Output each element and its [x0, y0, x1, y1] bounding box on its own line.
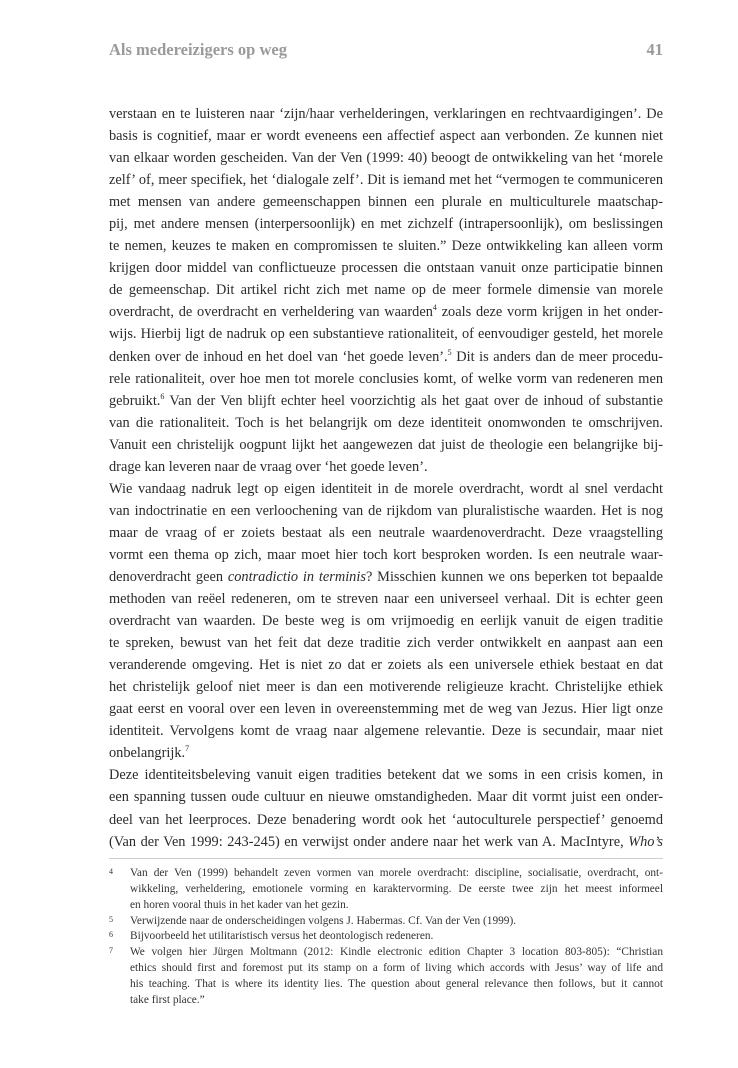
text-line: maar de vraag of er zoiets bestaat als een neutrale waardenoverdracht. Deze vraagstelling — [109, 524, 663, 541]
footnote-number: 6 — [109, 930, 113, 940]
footnote-number: 4 — [109, 867, 113, 876]
text-segment: gebruikt. — [109, 392, 161, 409]
text-line: pij, met andere mensen (interpersoonlijk) en met zichzelf (intrapersoonlijk), om beslissingen — [109, 216, 663, 233]
text-line: gaat eerst en vooral over een leven in overeenstemming met de weg van Jezus. Hier ligt onze — [109, 701, 663, 718]
text-line: van die rationaliteit. Toch is het belangrijk om deze identiteit onomwonden te omschrijven. — [109, 414, 663, 431]
text-segment: denoverdracht geen — [109, 568, 228, 585]
footnote-line: We volgen hier Jürgen Moltmann (2012: Kindle electronic edition Chapter 3 location 803-805): “Christian — [130, 946, 663, 959]
footnote-line: Verwijzende naar de onderscheidingen volgens J. Habermas. Cf. Van der Ven (1999). — [130, 914, 517, 927]
footnote-line: Bijvoorbeeld het utilitaristisch versus het deontologisch redeneren. — [130, 930, 434, 943]
footnote-line: ethics should first and foremost put its stamp on a form of living which accords with Jesus’ way of life and — [130, 962, 663, 975]
text-segment: denken over de inhoud en het doel van ‘het goede leven’. — [109, 348, 448, 365]
footnote-line: take first place.” — [130, 993, 205, 1006]
text-segment: ? Misschien kunnen we ons beperken tot bepaalde — [365, 568, 663, 585]
text-line — [109, 301, 663, 323]
italic-phrase: contradictio in terminis — [227, 568, 366, 585]
text-line: van indoctrinatie en een verloochening van de rijkdom van pluralistische waarden. Het is nog — [109, 502, 663, 519]
page-number: 41 — [646, 40, 663, 59]
text-line: verstaan en te luisteren naar ‘zijn/haar verhelderingen, verklaringen en rechtvaardigingen’. De — [109, 106, 663, 122]
text-line: te nemen, keuzes te maken en compromissen te sluiten.” Deze ontwikkeling kan alleen vorm — [109, 238, 663, 255]
text-line: het christelijk geloof niet meer is dan een motiverende religieuze kracht. Christelijke ethiek — [109, 679, 663, 696]
paragraph-1 — [109, 103, 663, 478]
text-line: te spreken, bewust van het feit dat deze traditie zich verder ontwikkelt en aanpast aan een — [109, 635, 663, 652]
footnote-ref-4[interactable]: 4 — [432, 303, 437, 313]
text-line: overdracht van waarden. De beste weg is om vrijmoedig en eerlijk vanuit de eigen traditie — [109, 613, 663, 630]
text-line: veranderende omgeving. Het is niet zo dat er zoiets als een universele ethiek bestaat en dat — [109, 657, 663, 674]
text-segment: onbelangrijk. — [109, 745, 186, 762]
footnote-divider — [109, 858, 663, 859]
text-line: drage kan leveren naar de vraag over ‘het goede leven’. — [109, 458, 428, 475]
running-title: Als medereizigers op weg — [109, 40, 287, 59]
paragraph-2 — [109, 478, 663, 765]
text-line: krijgen door middel van conflictueuze processen die ontstaan vanuit onze participatie binnen — [109, 260, 663, 277]
text-segment: Van der Ven blijft echter heel voorzichtig als het gaat over de inhoud of substantie — [164, 392, 663, 409]
text-segment: zoals deze vorm krijgen in het onder- — [436, 304, 663, 321]
footnote-line: wikkeling, verheldering, emotionele vorming en karaktervorming. De eerste twee zijn het meest informeel — [130, 882, 663, 895]
paragraph-3 — [109, 764, 663, 852]
footnote-4 — [109, 866, 663, 914]
footnote-number: 5 — [109, 914, 113, 924]
text-line — [109, 346, 663, 368]
text-line: Wie vandaag nadruk legt op eigen identiteit in de morele overdracht, wordt al snel verdacht — [109, 480, 663, 497]
text-line: wijs. Hierbij ligt de nadruk op een substantieve rationaliteit, of eenvoudiger gesteld, het morele — [109, 326, 663, 343]
text-line: met mensen van andere gemeenschappen binnen een plurale en multiculturele maatschap- — [109, 194, 663, 211]
text-line: identiteit. Vervolgens komt de vraag naar algemene relevantie. Deze is secundair, maar niet — [109, 723, 663, 740]
text-segment: overdracht, de overdracht en verheldering van waarden — [109, 304, 433, 321]
text-line: Vanuit een christelijk oogpunt lijkt het aangewezen dat juist de theologie een belangrijke bij- — [109, 436, 663, 453]
text-line: basis is cognitief, maar er wordt eveneens een affectief aspect aan verbonden. Ze kunnen niet — [109, 128, 663, 145]
text-line: rele rationaliteit, over hoe men tot morele conclusies komt, of welke vorm van redeneren men — [109, 370, 663, 387]
footnote-line: his teaching. That is where its identity lies. The question about general relevance then follows, but it cannot — [130, 977, 663, 990]
text-line: Deze identiteitsbeleving vanuit eigen tradities betekent dat we soms in een crisis komen, in — [109, 767, 663, 784]
text-line — [109, 566, 663, 588]
text-line: methoden van reëel redeneren, om te streven naar een universeel verhaal. Dit is echter geen — [109, 591, 663, 608]
text-line: van elkaar worden gescheiden. Van der Ven (1999: 40) beoogt de ontwikkeling van het ‘morele — [109, 150, 663, 167]
text-line: de gemeenschap. Dit artikel richt zich met name op de meer formele dimensie van morele — [109, 282, 663, 299]
text-line: zelf’ of, meer specifiek, het ‘dialogale zelf’. Dit is iemand met het “vermogen te communiceren — [109, 172, 663, 189]
text-line: een spanning tussen oude cultuur en nieuwe omstandigheden. Maar dit vormt juist een onder- — [109, 789, 663, 806]
footnote-ref-7[interactable]: 7 — [185, 744, 190, 754]
footnote-number: 7 — [109, 946, 113, 956]
footnote-line: Van der Ven (1999) behandelt zeven vormen van morele overdracht: discipline, socialisatie, overdracht, ont- — [130, 867, 663, 879]
footnote-6 — [109, 929, 663, 945]
footnotes — [109, 866, 663, 1009]
text-line — [109, 742, 663, 764]
footnote-line: en horen vooral thuis in het kader van het gezin. — [130, 898, 349, 911]
footnote-ref-5[interactable]: 5 — [447, 347, 452, 357]
footnote-7 — [109, 945, 663, 1008]
italic-phrase: Who’s — [628, 833, 663, 850]
text-segment: Dit is anders dan de meer procedu- — [451, 348, 663, 365]
text-line: vormt een thema op zich, maar moet hier toch kort besproken worden. Is een neutrale waar- — [109, 546, 663, 563]
page-header — [109, 40, 663, 64]
main-text — [109, 103, 663, 853]
footnote-ref-6[interactable]: 6 — [160, 391, 165, 401]
text-line: deel van het leerproces. Deze benadering wordt ook het ‘autoculturele perspectief’ genoemd — [109, 811, 663, 828]
text-line — [109, 390, 663, 412]
footnote-5 — [109, 914, 663, 930]
text-line — [109, 831, 663, 853]
text-segment: (Van der Ven 1999: 243-245) en verwijst onder andere naar het werk van A. MacIntyre, — [109, 833, 629, 850]
